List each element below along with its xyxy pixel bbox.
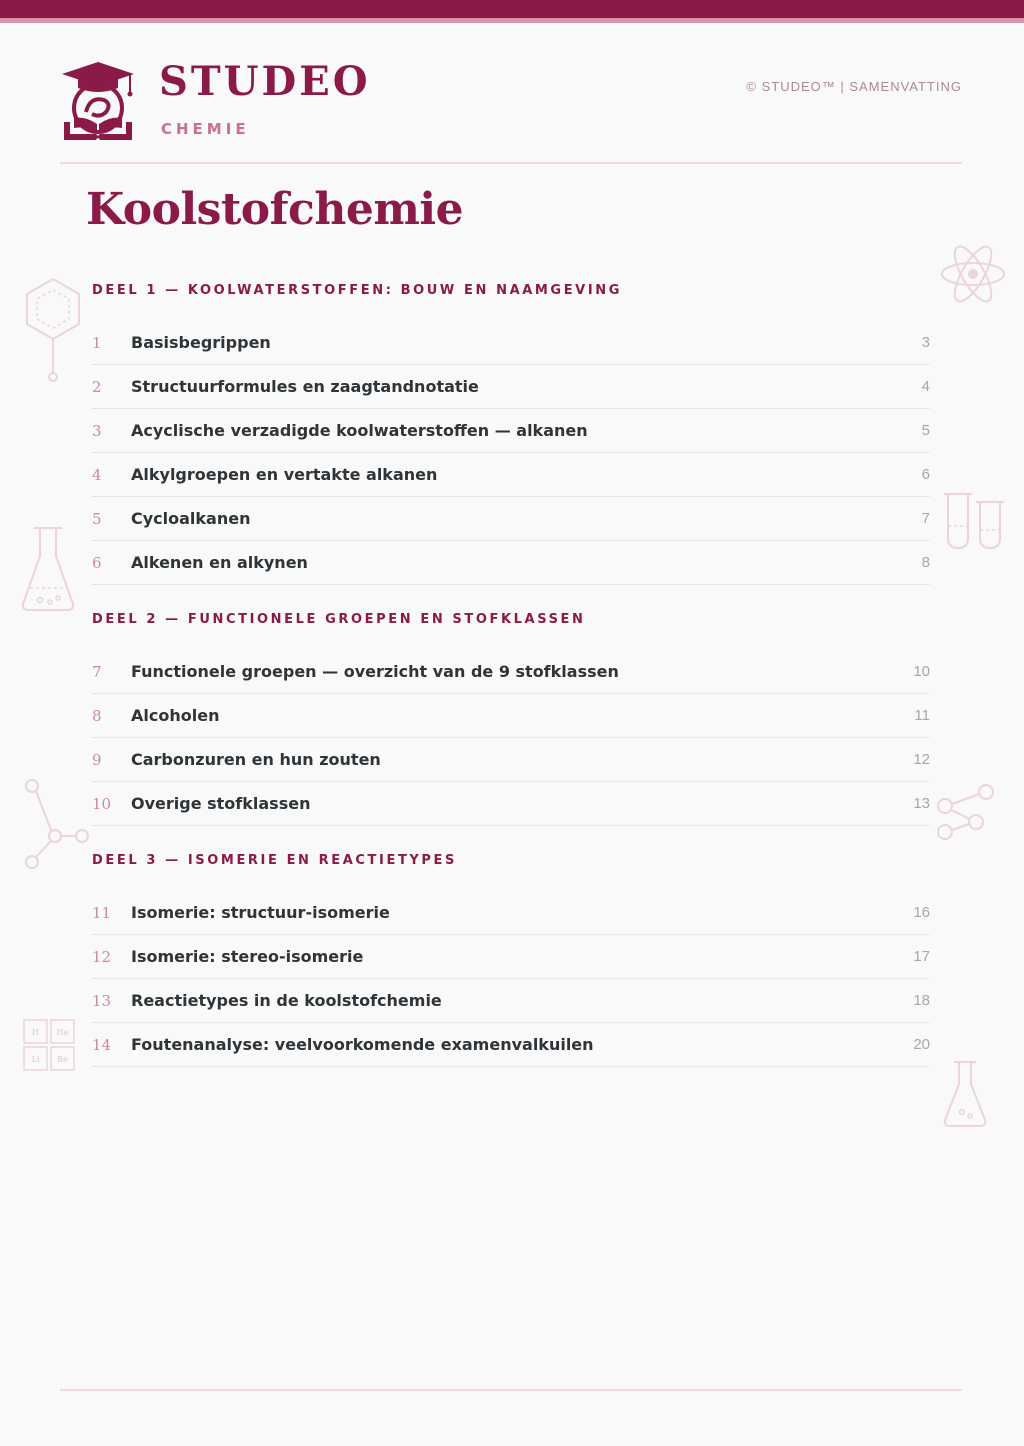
brand-subject: CHEMIE <box>161 120 250 138</box>
flask-icon <box>20 526 76 612</box>
entry-page: 18 <box>913 992 930 1009</box>
entry-number: 4 <box>92 465 102 484</box>
entry-label: Foutenanalyse: veelvoorkomende examenvalkuilen <box>131 1035 594 1054</box>
entry-label: Carbonzuren en hun zouten <box>131 750 381 769</box>
entry-page: 10 <box>913 663 930 680</box>
header-meta: © STUDEO™ | SAMENVATTING <box>746 79 962 94</box>
test-tubes-icon <box>942 492 1006 550</box>
entry-page: 7 <box>921 510 930 527</box>
entry-label: Reactietypes in de koolstofchemie <box>131 991 442 1010</box>
toc-entry[interactable] <box>92 782 930 826</box>
toc-entry[interactable] <box>92 497 930 541</box>
entry-page: 12 <box>913 751 930 768</box>
entry-label: Structuurformules en zaagtandnotatie <box>131 377 479 396</box>
entry-label: Acyclische verzadigde koolwaterstoffen — alkanen <box>131 421 588 440</box>
toc-entry[interactable] <box>92 891 930 935</box>
page-title: Koolstofchemie <box>86 184 464 235</box>
toc-entry[interactable] <box>92 738 930 782</box>
entry-number: 14 <box>92 1035 112 1054</box>
toc-entry[interactable] <box>92 365 930 409</box>
entry-page: 20 <box>913 1036 930 1053</box>
entry-label: Alkylgroepen en vertakte alkanen <box>131 465 438 484</box>
entry-page: 4 <box>921 378 930 395</box>
entry-page: 11 <box>914 707 930 724</box>
entry-number: 10 <box>92 794 112 813</box>
entry-number: 8 <box>92 706 102 725</box>
toc-section <box>92 277 930 585</box>
toc-entry[interactable] <box>92 321 930 365</box>
entry-number: 3 <box>92 421 102 440</box>
entry-label: Overige stofklassen <box>131 794 311 813</box>
footer-divider <box>60 1389 962 1391</box>
entry-number: 2 <box>92 377 102 396</box>
toc-entry[interactable] <box>92 409 930 453</box>
entry-page: 8 <box>921 554 930 571</box>
small-flask-icon <box>942 1060 988 1128</box>
toc-section <box>92 606 930 826</box>
entry-number: 13 <box>92 991 112 1010</box>
entry-number: 6 <box>92 553 102 572</box>
entry-number: 12 <box>92 947 112 966</box>
entry-label: Isomerie: structuur-isomerie <box>131 903 390 922</box>
toc-entry[interactable] <box>92 694 930 738</box>
molecule-icon <box>22 778 90 870</box>
entry-page: 16 <box>913 904 930 921</box>
periodic-tile-label: Li <box>31 1055 40 1064</box>
toc-section <box>92 847 930 1067</box>
entry-page: 13 <box>913 795 930 812</box>
toc-entry[interactable] <box>92 453 930 497</box>
top-accent-stripe <box>0 18 1024 23</box>
entry-number: 11 <box>92 903 112 922</box>
table-of-contents <box>92 277 930 1067</box>
section-title: DEEL 2 — FUNCTIONELE GROEPEN EN STOFKLASSEN <box>92 612 586 627</box>
entry-label: Basisbegrippen <box>131 333 271 352</box>
entry-page: 6 <box>921 466 930 483</box>
periodic-table-icon <box>23 1019 75 1071</box>
entry-page: 3 <box>921 334 930 351</box>
periodic-tile-label: Be <box>57 1055 68 1064</box>
brand-name: STUDEO <box>159 58 371 105</box>
section-title: DEEL 3 — ISOMERIE EN REACTIETYPES <box>92 853 457 868</box>
graduation-book-logo-icon <box>60 60 136 142</box>
toc-entry[interactable] <box>92 935 930 979</box>
share-molecule-icon <box>936 782 998 842</box>
entry-number: 1 <box>92 333 102 352</box>
header-divider <box>60 162 962 164</box>
periodic-tile-label: He <box>56 1028 69 1037</box>
top-accent-bar <box>0 0 1024 18</box>
entry-page: 17 <box>913 948 930 965</box>
toc-entry[interactable] <box>92 1023 930 1067</box>
entry-label: Alkenen en alkynen <box>131 553 308 572</box>
atom-icon <box>940 243 1006 305</box>
entry-label: Functionele groepen — overzicht van de 9 stofklassen <box>131 662 619 681</box>
toc-entry[interactable] <box>92 979 930 1023</box>
entry-number: 7 <box>92 662 102 681</box>
entry-number: 9 <box>92 750 102 769</box>
entry-label: Cycloalkanen <box>131 509 251 528</box>
entry-label: Alcoholen <box>131 706 220 725</box>
toc-entry[interactable] <box>92 650 930 694</box>
section-title: DEEL 1 — KOOLWATERSTOFFEN: BOUW EN NAAMGEVING <box>92 283 623 298</box>
entry-number: 5 <box>92 509 102 528</box>
entry-label: Isomerie: stereo-isomerie <box>131 947 364 966</box>
periodic-tile-label: H <box>32 1028 39 1037</box>
hexagon-molecule-icon <box>24 276 82 384</box>
entry-page: 5 <box>921 422 930 439</box>
toc-entry[interactable] <box>92 541 930 585</box>
